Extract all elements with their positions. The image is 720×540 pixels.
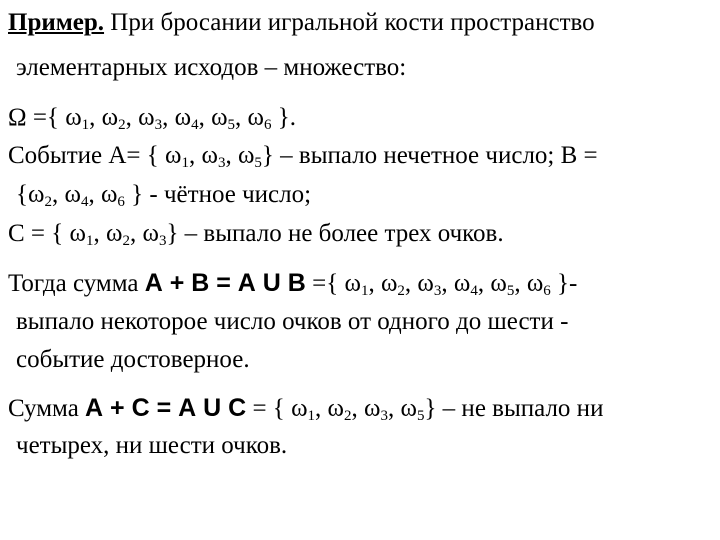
omega-w: ω	[64, 181, 81, 208]
omega-w2: ω	[101, 104, 119, 131]
omega-w6: ω	[247, 104, 264, 131]
sub: 3	[217, 155, 226, 171]
sum-ab-open: ={	[305, 270, 345, 297]
sum-ac-prefix: Сумма	[8, 395, 86, 422]
event-b-line	[16, 180, 311, 210]
sub: 1	[86, 233, 94, 249]
omega-w5: ω	[211, 104, 228, 131]
sub: 5	[254, 155, 262, 171]
sep: ,	[188, 142, 202, 169]
sep: ,	[125, 104, 139, 131]
sep: ,	[514, 270, 527, 297]
sum-ab-close: }-	[550, 270, 578, 297]
omega-sub-3: 3	[154, 117, 163, 133]
event-a-suffix: } – выпало нечетное число; В =	[261, 142, 598, 169]
omega-sub-2: 2	[118, 117, 126, 133]
sep: ,	[51, 181, 65, 208]
sep: ,	[88, 181, 101, 208]
sep: ,	[368, 270, 381, 297]
omega-w: ω	[69, 220, 86, 247]
sub: 4	[80, 194, 89, 210]
omega-w: ω	[100, 181, 118, 208]
sub: 6	[117, 194, 125, 210]
sub: 2	[44, 194, 52, 210]
omega-w: ω	[106, 220, 123, 247]
sub: 1	[360, 283, 369, 299]
sum-ac-formula: А + С = А U С	[85, 394, 247, 422]
sub: 3	[380, 408, 388, 424]
title-text-1: При бросании игральной кости пространство	[104, 9, 595, 36]
sum-ab-text-2: выпало некоторое число очков от одного до шести -	[16, 308, 569, 335]
sum-ab-text-3: событие достоверное.	[16, 346, 250, 373]
event-c-suffix: } – выпало не более трех очков.	[166, 220, 504, 247]
sep: ,	[93, 220, 106, 247]
sum-ab-line-2	[16, 307, 568, 337]
omega-w: ω	[453, 270, 471, 297]
title-line-1	[8, 8, 595, 38]
sum-ac-line-2	[16, 431, 287, 461]
sum-ab-prefix: Тогда сумма	[8, 270, 145, 297]
event-c-prefix: С = {	[8, 220, 70, 247]
sub: 2	[397, 283, 405, 299]
omega-w: ω	[327, 395, 344, 422]
event-b-suffix: } - чётное число;	[124, 181, 312, 208]
sub: 2	[122, 233, 130, 249]
sub: 1	[181, 155, 189, 171]
omega-w: ω	[201, 142, 218, 169]
omega-sub-4: 4	[191, 117, 199, 133]
sep: ,	[162, 104, 175, 131]
sep: ,	[477, 270, 491, 297]
sep: ,	[315, 395, 328, 422]
event-c-line	[8, 219, 504, 249]
sub: 4	[470, 283, 478, 299]
sub: 6	[543, 283, 551, 299]
sum-ab-line-3	[16, 345, 250, 375]
sep: ,	[351, 395, 364, 422]
sep: ,	[129, 220, 143, 247]
omega-set-line	[8, 103, 296, 133]
sep: ,	[89, 104, 102, 131]
omega-w: ω	[142, 220, 159, 247]
sum-ab-line	[8, 268, 577, 299]
title-line-2	[16, 53, 406, 83]
omega-w: ω	[490, 270, 507, 297]
sep: ,	[225, 142, 238, 169]
example-label: Пример.	[8, 9, 105, 36]
sub: 2	[344, 408, 352, 424]
sep: ,	[404, 270, 418, 297]
sum-ac-line	[8, 393, 603, 424]
sum-ac-text-2: четырех, ни шести очков.	[16, 432, 288, 459]
omega-sub-5: 5	[227, 117, 236, 133]
omega-w4: ω	[174, 104, 192, 131]
event-a-prefix: Событие А= {	[8, 142, 165, 169]
omega-w: ω	[380, 270, 398, 297]
omega-prefix: Ω ={	[8, 104, 66, 131]
sum-ab-formula: А + В = А U В	[144, 269, 306, 297]
sub: 3	[158, 233, 167, 249]
omega-w: ω	[364, 395, 381, 422]
sub: 3	[433, 283, 442, 299]
omega-w: ω	[344, 270, 361, 297]
omega-w1: ω	[65, 104, 82, 131]
omega-w: ω	[165, 142, 182, 169]
sep: ,	[235, 104, 248, 131]
omega-w3: ω	[138, 104, 155, 131]
omega-w: ω	[400, 395, 417, 422]
omega-w: ω	[237, 142, 255, 169]
omega-w: ω	[28, 181, 45, 208]
event-a-line	[8, 141, 598, 171]
sum-ac-open: = {	[246, 395, 292, 422]
sub: 5	[416, 408, 425, 424]
omega-suffix: }.	[271, 104, 296, 131]
sep: ,	[387, 395, 401, 422]
omega-w: ω	[526, 270, 544, 297]
title-text-2: элементарных исходов – множество:	[16, 54, 407, 81]
sep: ,	[198, 104, 212, 131]
sep: ,	[441, 270, 454, 297]
omega-sub-6: 6	[264, 117, 272, 133]
sum-ac-suffix: } – не выпало ни	[424, 395, 604, 422]
sub: 5	[506, 283, 515, 299]
sub: 1	[307, 408, 316, 424]
omega-w: ω	[291, 395, 308, 422]
omega-w: ω	[417, 270, 434, 297]
event-b-open: {	[16, 181, 28, 208]
omega-sub-1: 1	[81, 117, 90, 133]
